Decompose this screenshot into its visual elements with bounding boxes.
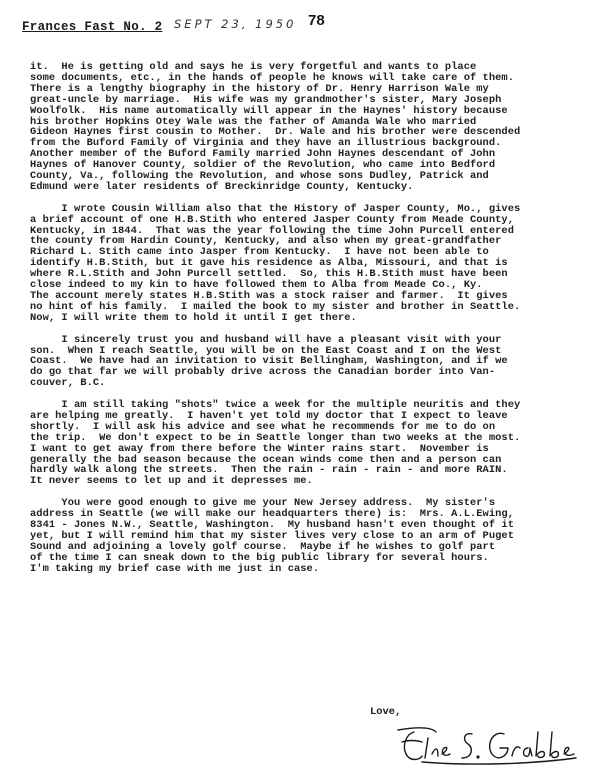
text-line: Richard L. Stith came into Jasper from Kentucky. I have not been able to [30,246,489,259]
text-line: of the time I can sneak down to the big public library for several hours. [30,551,489,564]
text-line: some documents, etc., in the hands of people he knows will take care of them. [30,71,514,84]
text-line: I sincerely trust you and husband will have a pleasant visit with your [30,333,502,346]
document-label: Frances Fast No. 2 [22,20,163,34]
text-line: Now, I will write them to hold it until I get there. [30,311,357,324]
paragraph-2 [30,204,586,324]
text-line: Coast. We have had an invitation to visit Bellingham, Washington, and if we [30,355,508,368]
text-line: County, Va., following the Revolution, and whose sons Dudley, Patrick and [30,170,489,183]
paragraph-3 [30,335,586,390]
text-line: it. He is getting old and says he is very forgetful and wants to place [30,61,477,73]
handwritten-date: SEPT 23, 1950 [174,17,297,31]
text-line: Gideon Haynes first cousin to Mother. Dr. Wale and his brother were descended [30,126,521,139]
text-line: hardly walk along the streets. Then the rain - rain - rain - and more RAIN. [30,464,508,477]
text-line: yet, but I will remind him that my sister lives very close to an arm of Puget [30,529,514,542]
text-line: Kentucky, in 1844. That was the year following the time John Purcell entered [30,224,514,237]
text-line: 8341 - Jones N.W., Seattle, Washington. My husband hasn't even thought of it [30,519,514,531]
text-line: It never seems to let up and it depresses me. [30,475,313,488]
text-line: his brother Hopkins Otey Wale was the father of Amanda Wale who married [30,115,477,128]
closing-salutation: Love, [370,706,402,718]
text-line: I'm taking my brief case with me just in case. [30,562,320,575]
text-line: the county from Hardin County, Kentucky, and also when my great-grandfather [30,235,502,248]
text-line: address in Seattle (we will make our headquarters there) is: Mrs. A.L.Ewing, [30,508,514,521]
paragraph-1 [30,62,586,193]
text-line: shortly. I will ask his advice and see what he recommends for me to do on [30,420,496,433]
text-line: I wrote Cousin William also that the History of Jasper County, Mo., gives [30,202,521,215]
text-line: generally the bad season because the ocean winds come then and a person can [30,453,502,466]
text-line: do go that far we will probably drive across the Canadian border into Van- [30,366,496,379]
text-line: son. When I reach Seattle, you will be on the East Coast and I on the West [30,344,502,357]
text-line: identify H.B.Stith, but it gave his residence as Alba, Missouri, and that is [30,257,508,270]
text-line: Haynes of Hanover County, soldier of the Revolution, who came into Bedford [30,159,496,172]
text-line: close indeed to my kin to have followed them to Alba from Meade Co., Ky. [30,279,483,292]
text-line: couver, B.C. [30,377,106,390]
text-line: Another member of the Buford Family married John Haynes descendant of John [30,148,496,161]
text-line: Sound and adjoining a lovely golf course. Maybe if he wishes to golf part [30,540,496,553]
text-line: great-uncle by marriage. His wife was my grandmother's sister, Mary Joseph [30,93,502,106]
text-line: Edmund were later residents of Breckinridge County, Kentucky. [30,180,414,193]
paragraph-5 [30,498,586,574]
text-line: I want to get away from there before the Winter rains start. November is [30,442,489,455]
text-line: a brief account of one H.B.Stith who entered Jasper County from Meade County, [30,213,514,226]
text-line: The account merely states H.B.Stith was a stock raiser and farmer. It gives [30,290,508,303]
letter-body [30,62,586,585]
page-header [22,12,582,52]
text-line: where R.L.Stith and John Purcell settled. So, this H.B.Stith must have been [30,268,508,281]
page-number: 78 [308,12,325,29]
text-line: no hint of his family. I mailed the book to my sister and brother in Seattle. [30,300,521,313]
text-line: are helping me greatly. I haven't yet told my doctor that I expect to leave [30,409,508,422]
text-line: There is a lengthy biography in the history of Dr. Henry Harrison Wale my [30,82,489,95]
paragraph-4 [30,400,586,487]
text-line: from the Buford Family of Virginia and they have an illustrious background. [30,137,502,150]
text-line: the trip. We don't expect to be in Seattle longer than two weeks at the most. [30,431,521,444]
handwritten-signature [392,724,582,766]
text-line: I am still taking "shots" twice a week for the multiple neuritis and they [30,399,521,412]
text-line: Woolfolk. His name automatically will appear in the Haynes' history because [30,104,508,117]
text-line: You were good enough to give me your New Jersey address. My sister's [30,497,496,510]
